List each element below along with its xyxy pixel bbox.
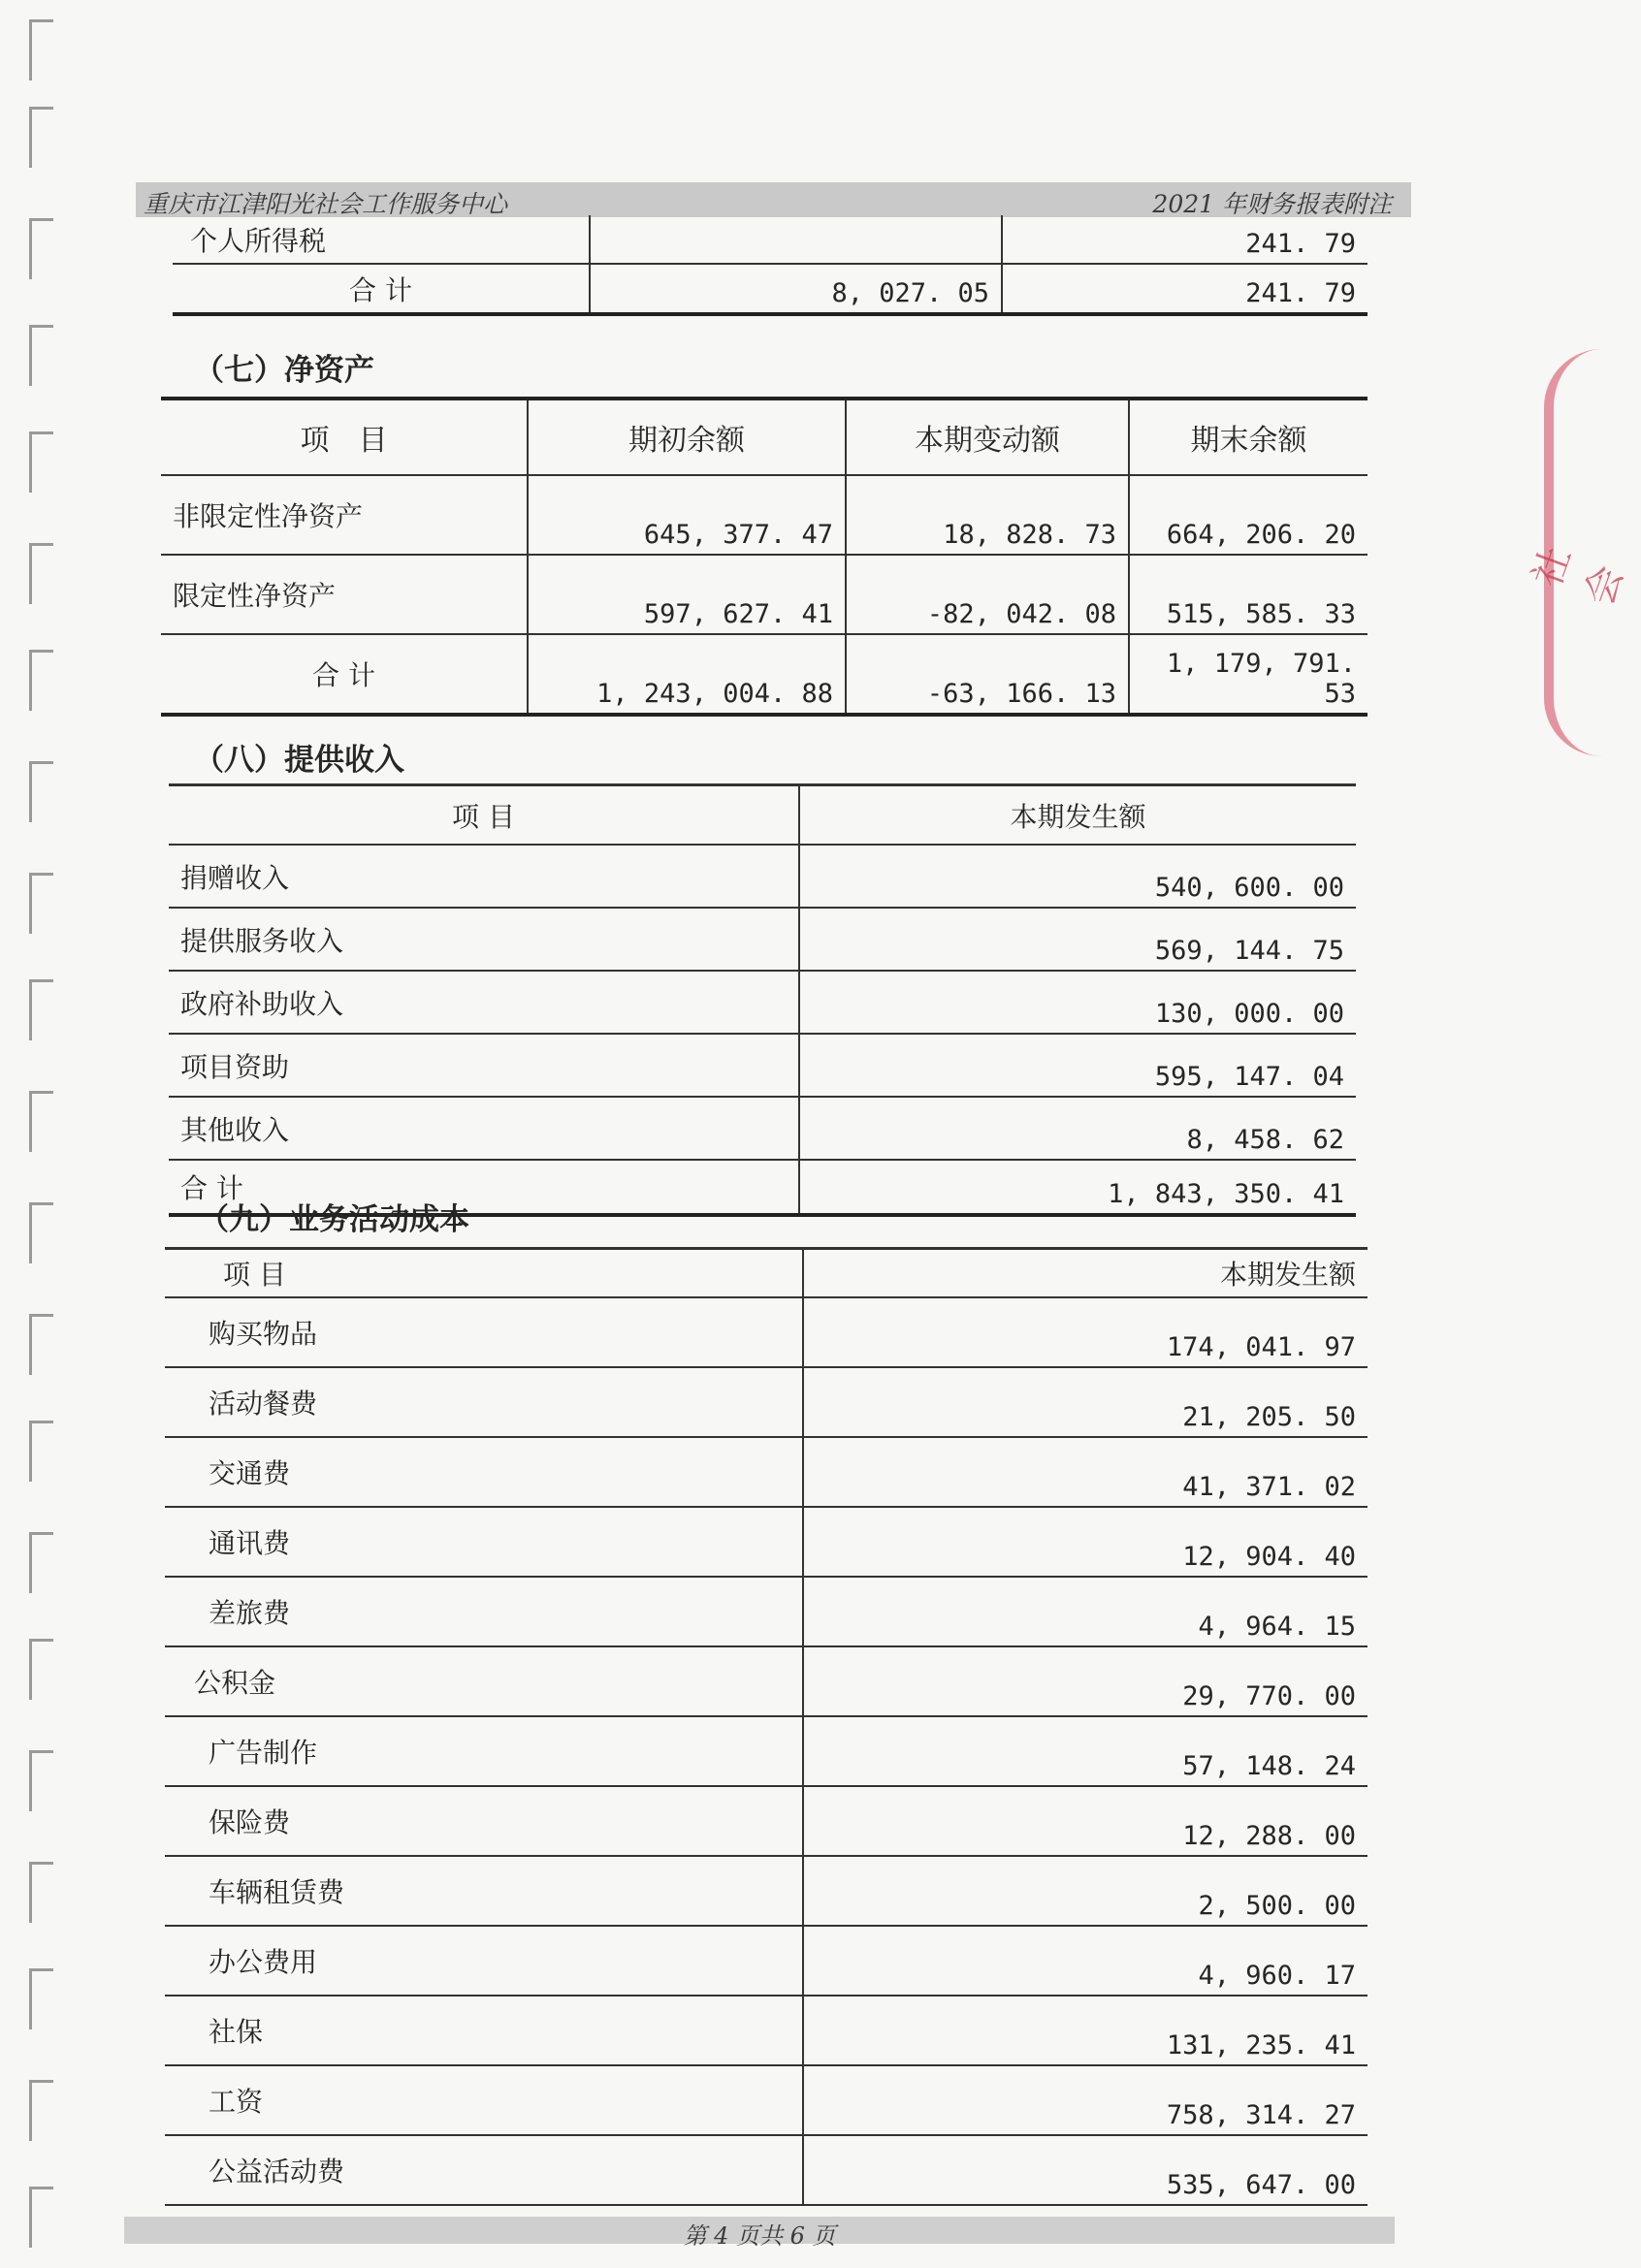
table-row <box>165 2135 1368 2205</box>
table-row <box>169 1034 1356 1097</box>
row-name: 合 计 <box>161 634 528 715</box>
row-end: 241. 79 <box>1002 264 1368 314</box>
table-row <box>165 1996 1368 2065</box>
tax-table <box>173 215 1368 316</box>
row-begin: 8, 027. 05 <box>590 264 1002 314</box>
row-name: 通讯费 <box>165 1507 803 1577</box>
row-name: 公积金 <box>165 1646 803 1716</box>
header-change: 本期变动额 <box>846 399 1129 475</box>
revenue-table <box>169 783 1356 1217</box>
row-name: 项目资助 <box>169 1034 799 1097</box>
table-header <box>165 1249 1368 1298</box>
row-amount: 535, 647. 00 <box>803 2135 1368 2205</box>
row-name: 活动餐费 <box>165 1367 803 1437</box>
header-begin: 期初余额 <box>528 399 846 475</box>
row-name: 办公费用 <box>165 1926 803 1996</box>
row-amount: 29, 770. 00 <box>803 1646 1368 1716</box>
section-title-cost: （九）业务活动成本 <box>199 1202 469 1237</box>
table-row <box>169 971 1356 1034</box>
row-change: 18, 828. 73 <box>846 475 1129 555</box>
page-footer <box>124 2217 1395 2250</box>
header-item: 项 目 <box>165 1249 803 1298</box>
row-end: 515, 585. 33 <box>1129 555 1368 634</box>
table-row <box>169 1097 1356 1160</box>
table-row <box>165 1786 1368 1856</box>
seal-stamp-text: 社会 <box>1525 540 1632 612</box>
row-name: 其他收入 <box>169 1097 799 1160</box>
row-name: 差旅费 <box>165 1577 803 1646</box>
row-change: -63, 166. 13 <box>846 634 1129 715</box>
row-name: 政府补助收入 <box>169 971 799 1034</box>
row-name: 工资 <box>165 2065 803 2135</box>
table-row <box>161 555 1368 634</box>
table-row <box>165 1716 1368 1786</box>
row-name: 合 计 <box>169 1160 799 1215</box>
net-assets-table <box>161 397 1368 717</box>
page-header <box>136 182 1411 217</box>
row-amount: 130, 000. 00 <box>799 971 1356 1034</box>
row-name: 个人所得税 <box>173 215 590 264</box>
row-end: 241. 79 <box>1002 215 1368 264</box>
row-amount: 131, 235. 41 <box>803 1996 1368 2065</box>
row-amount: 1, 843, 350. 41 <box>799 1160 1356 1215</box>
cost-table <box>165 1247 1368 2206</box>
row-amount: 4, 960. 17 <box>803 1926 1368 1996</box>
org-name: 重庆市江津阳光社会工作服务中心 <box>144 190 508 218</box>
row-amount: 4, 964. 15 <box>803 1577 1368 1646</box>
row-amount: 595, 147. 04 <box>799 1034 1356 1097</box>
table-row <box>161 634 1368 715</box>
row-name: 捐赠收入 <box>169 845 799 908</box>
header-item: 项 目 <box>169 785 799 846</box>
row-amount: 540, 600. 00 <box>799 845 1356 908</box>
table-row <box>173 215 1368 264</box>
row-name: 购买物品 <box>165 1297 803 1367</box>
table-row <box>165 1856 1368 1926</box>
table-header <box>161 399 1368 475</box>
row-amount: 41, 371. 02 <box>803 1437 1368 1507</box>
section-title-net-assets: （七）净资产 <box>194 353 374 388</box>
table-row <box>165 1926 1368 1996</box>
table-row <box>165 1367 1368 1437</box>
table-row <box>173 264 1368 314</box>
row-begin: 597, 627. 41 <box>528 555 846 634</box>
row-name: 广告制作 <box>165 1716 803 1786</box>
row-amount: 758, 314. 27 <box>803 2065 1368 2135</box>
table-row <box>169 908 1356 971</box>
table-row <box>165 1297 1368 1367</box>
row-name: 社保 <box>165 1996 803 2065</box>
page-number: 第 4 页共 6 页 <box>683 2222 836 2250</box>
header-end: 期末余额 <box>1129 399 1368 475</box>
row-name: 合 计 <box>173 264 590 314</box>
table-row <box>169 845 1356 908</box>
row-name: 提供服务收入 <box>169 908 799 971</box>
row-end: 1, 179, 791. 53 <box>1129 634 1368 715</box>
row-name: 保险费 <box>165 1786 803 1856</box>
row-amount: 569, 144. 75 <box>799 908 1356 971</box>
table-row <box>161 475 1368 555</box>
table-row <box>165 1507 1368 1577</box>
row-name: 非限定性净资产 <box>161 475 528 555</box>
row-name: 限定性净资产 <box>161 555 528 634</box>
row-amount: 2, 500. 00 <box>803 1856 1368 1926</box>
row-name: 车辆租赁费 <box>165 1856 803 1926</box>
report-title: 2021 年财务报表附注 <box>1152 190 1392 218</box>
row-change: -82, 042. 08 <box>846 555 1129 634</box>
table-row <box>165 1646 1368 1716</box>
row-name: 交通费 <box>165 1437 803 1507</box>
table-row <box>165 1577 1368 1646</box>
row-end: 664, 206. 20 <box>1129 475 1368 555</box>
table-row <box>165 1437 1368 1507</box>
binder-holes <box>29 0 58 2268</box>
row-amount: 12, 904. 40 <box>803 1507 1368 1577</box>
row-amount: 21, 205. 50 <box>803 1367 1368 1437</box>
header-amount: 本期发生额 <box>803 1249 1368 1298</box>
row-begin: 645, 377. 47 <box>528 475 846 555</box>
row-amount: 12, 288. 00 <box>803 1786 1368 1856</box>
row-begin: 1, 243, 004. 88 <box>528 634 846 715</box>
row-amount: 174, 041. 97 <box>803 1297 1368 1367</box>
header-item: 项 目 <box>161 399 528 475</box>
row-amount: 8, 458. 62 <box>799 1097 1356 1160</box>
header-amount: 本期发生额 <box>799 785 1356 846</box>
section-title-revenue: （八）提供收入 <box>194 743 404 778</box>
row-amount: 57, 148. 24 <box>803 1716 1368 1786</box>
row-begin <box>590 215 1002 264</box>
table-header <box>169 785 1356 846</box>
row-name: 公益活动费 <box>165 2135 803 2205</box>
table-row <box>165 2065 1368 2135</box>
